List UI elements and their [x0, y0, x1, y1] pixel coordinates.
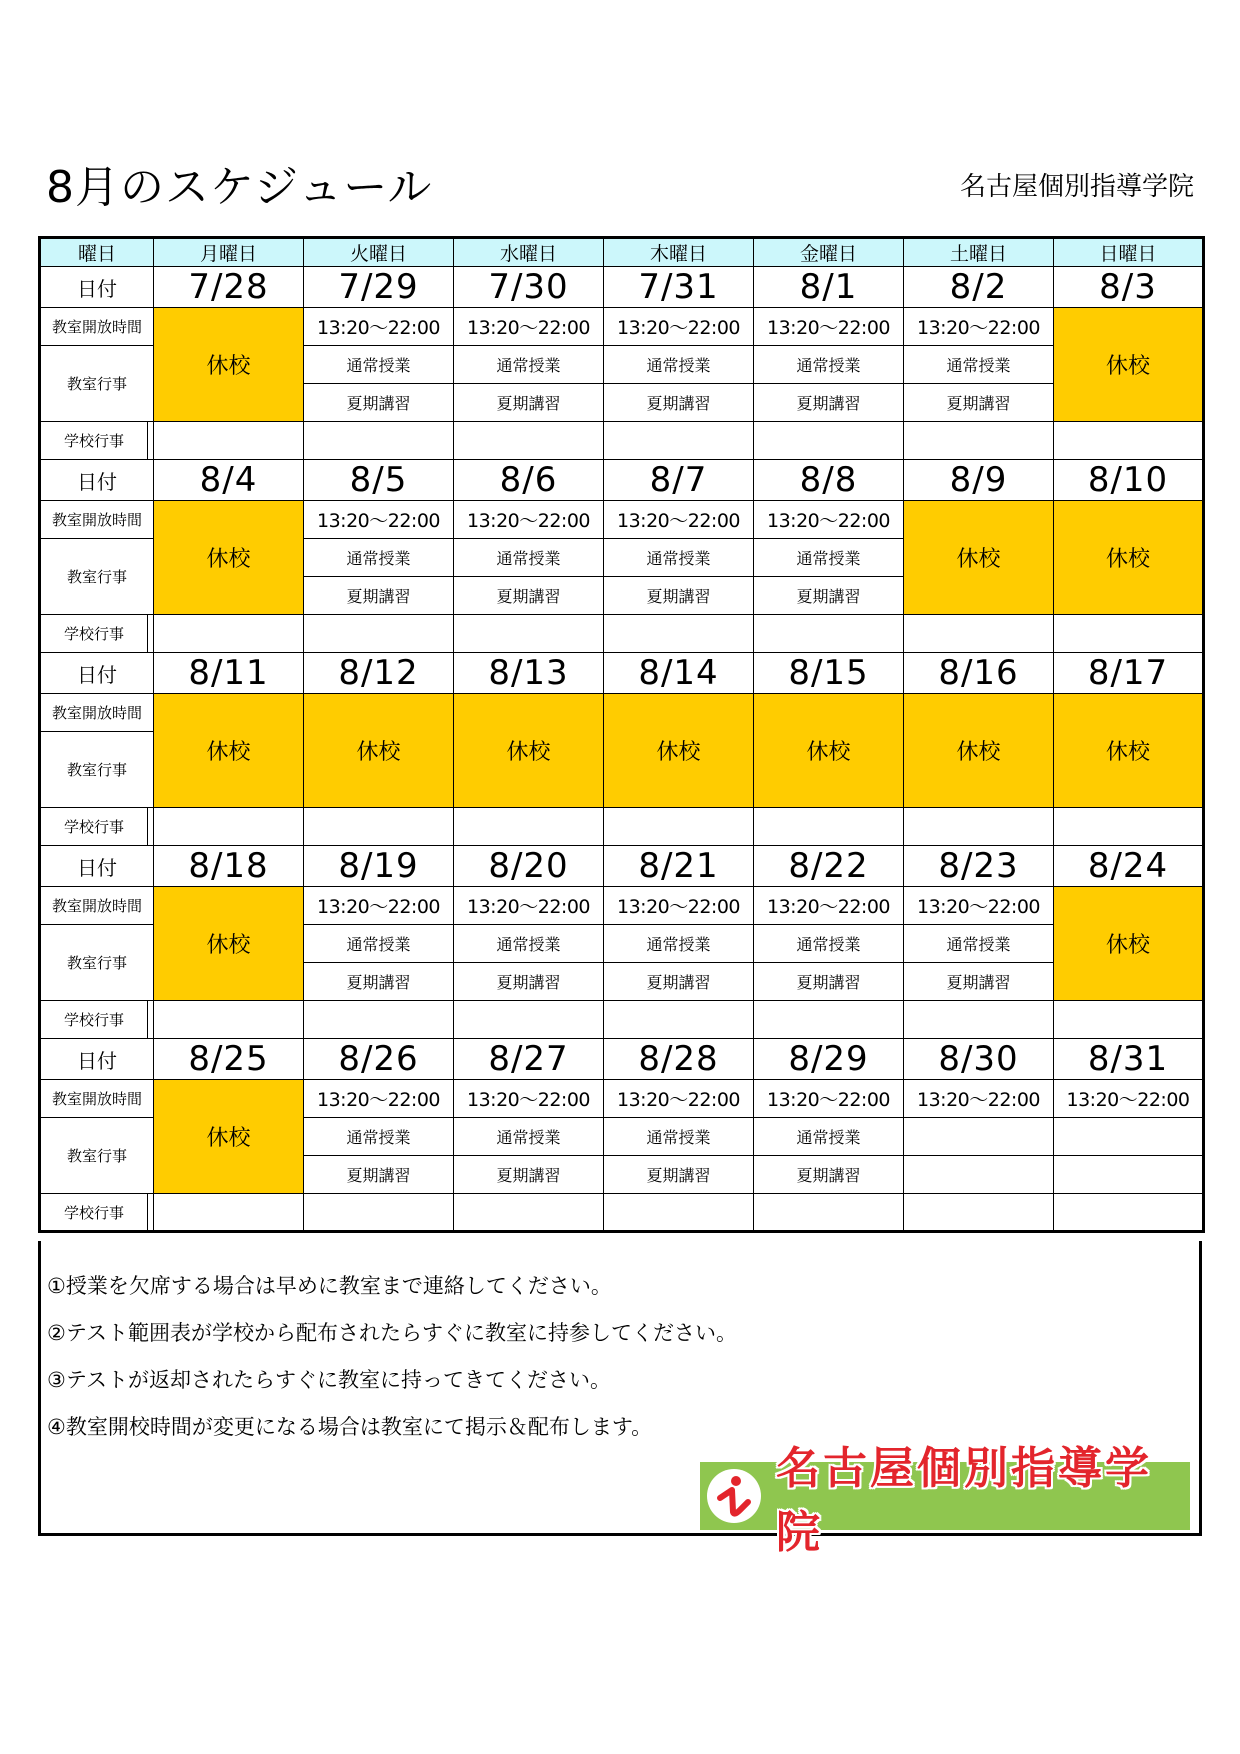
date-cell: 8/13: [454, 653, 604, 694]
summer-course-cell: 夏期講習: [304, 963, 454, 1001]
summer-course-cell: 夏期講習: [304, 384, 454, 422]
date-cell: 8/22: [754, 846, 904, 887]
event-empty-cell: [904, 1156, 1054, 1194]
date-cell: 8/15: [754, 653, 904, 694]
closed-cell: 休校: [154, 694, 304, 808]
open-hours-label: 教室開放時間: [40, 1080, 154, 1118]
event-label: 教室行事: [40, 732, 154, 808]
weekday-sat: 土曜日: [904, 238, 1054, 267]
date-cell: 8/1: [754, 267, 904, 308]
date-label: 日付: [40, 846, 154, 887]
school-event-label: 学校行事: [40, 1001, 148, 1039]
school-event-cell: [604, 422, 754, 460]
closed-cell: 休校: [154, 1080, 304, 1194]
school-event-row: [40, 1001, 1204, 1039]
regular-class-cell: 通常授業: [604, 539, 754, 577]
date-label: 日付: [40, 460, 154, 501]
date-cell: 7/30: [454, 267, 604, 308]
date-cell: 8/27: [454, 1039, 604, 1080]
closed-cell: 休校: [154, 887, 304, 1001]
summer-course-cell: 夏期講習: [604, 1156, 754, 1194]
date-cell: 8/6: [454, 460, 604, 501]
open-hours-cell: 13:20〜22:00: [304, 1080, 454, 1118]
school-event-cell: [154, 422, 304, 460]
regular-class-cell: 通常授業: [454, 346, 604, 384]
date-cell: 8/29: [754, 1039, 904, 1080]
note-4: ④教室開校時間が変更になる場合は教室にて掲示＆配布します。: [47, 1415, 653, 1439]
summer-course-cell: 夏期講習: [904, 963, 1054, 1001]
regular-class-cell: 通常授業: [604, 346, 754, 384]
note-1: ①授業を欠席する場合は早めに教室まで連絡してください。: [47, 1274, 612, 1298]
open-hours-row: [40, 501, 1204, 539]
date-cell: 8/16: [904, 653, 1054, 694]
date-cell: 8/30: [904, 1039, 1054, 1080]
school-event-cell: [304, 422, 454, 460]
school-event-label: 学校行事: [40, 808, 148, 846]
open-hours-cell: 13:20〜22:00: [304, 308, 454, 346]
weekday-sun: 日曜日: [1054, 238, 1204, 267]
school-event-cell: [604, 1001, 754, 1039]
open-hours-cell: 13:20〜22:00: [454, 1080, 604, 1118]
date-row: [40, 653, 1204, 694]
weekday-thu: 木曜日: [604, 238, 754, 267]
regular-class-cell: 通常授業: [754, 925, 904, 963]
school-event-cell: [304, 1001, 454, 1039]
closed-cell: 休校: [154, 308, 304, 422]
open-hours-row: [40, 308, 1204, 346]
date-cell: 8/7: [604, 460, 754, 501]
date-cell: 8/17: [1054, 653, 1204, 694]
open-hours-cell: 13:20〜22:00: [904, 887, 1054, 925]
open-hours-cell: 13:20〜22:00: [454, 308, 604, 346]
date-cell: 7/28: [154, 267, 304, 308]
open-hours-cell: 13:20〜22:00: [904, 1080, 1054, 1118]
event-empty-cell: [1054, 1156, 1204, 1194]
school-event-cell: [604, 615, 754, 653]
schedule-table: [38, 236, 1205, 1233]
summer-course-cell: 夏期講習: [604, 384, 754, 422]
closed-cell: 休校: [1054, 308, 1204, 422]
date-cell: 7/31: [604, 267, 754, 308]
date-cell: 8/31: [1054, 1039, 1204, 1080]
open-hours-label: 教室開放時間: [40, 887, 154, 925]
schedule-body: [40, 238, 1204, 1232]
closed-cell: 休校: [904, 694, 1054, 808]
school-event-label: 学校行事: [40, 422, 148, 460]
regular-class-cell: 通常授業: [604, 925, 754, 963]
open-hours-cell: 13:20〜22:00: [1054, 1080, 1204, 1118]
open-hours-row: [40, 887, 1204, 925]
school-event-cell: [754, 615, 904, 653]
school-event-cell: [1054, 1001, 1204, 1039]
regular-class-cell: 通常授業: [304, 1118, 454, 1156]
open-hours-label: 教室開放時間: [40, 308, 154, 346]
date-cell: 8/8: [754, 460, 904, 501]
open-hours-cell: 13:20〜22:00: [604, 501, 754, 539]
weekday-tue: 火曜日: [304, 238, 454, 267]
school-event-cell: [604, 808, 754, 846]
school-event-cell: [1054, 615, 1204, 653]
open-hours-cell: 13:20〜22:00: [604, 1080, 754, 1118]
school-event-cell: [154, 615, 304, 653]
summer-course-cell: 夏期講習: [754, 963, 904, 1001]
summer-course-cell: 夏期講習: [754, 577, 904, 615]
regular-class-cell: 通常授業: [754, 1118, 904, 1156]
date-cell: 8/21: [604, 846, 754, 887]
school-event-cell: [454, 1194, 604, 1232]
school-event-cell: [1054, 422, 1204, 460]
open-hours-row: [40, 1080, 1204, 1118]
dow-label: 曜日: [40, 238, 154, 267]
date-cell: 8/19: [304, 846, 454, 887]
open-hours-cell: 13:20〜22:00: [454, 887, 604, 925]
summer-course-cell: 夏期講習: [454, 1156, 604, 1194]
logo-text: 名古屋個別指導学院: [776, 1443, 1152, 1558]
school-name: 名古屋個別指導学院: [959, 172, 1194, 202]
open-hours-row: [40, 694, 1204, 732]
event-label: 教室行事: [40, 346, 154, 422]
open-hours-cell: 13:20〜22:00: [454, 501, 604, 539]
weekday-mon: 月曜日: [154, 238, 304, 267]
date-cell: 8/11: [154, 653, 304, 694]
date-cell: 8/20: [454, 846, 604, 887]
school-event-row: [40, 808, 1204, 846]
school-event-cell: [754, 1194, 904, 1232]
regular-class-cell: 通常授業: [904, 925, 1054, 963]
event-label: 教室行事: [40, 1118, 154, 1194]
school-event-cell: [454, 808, 604, 846]
school-event-cell: [1054, 808, 1204, 846]
closed-cell: 休校: [1054, 694, 1204, 808]
summer-course-cell: 夏期講習: [604, 577, 754, 615]
weekday-header-row: [40, 238, 1204, 267]
open-hours-cell: 13:20〜22:00: [754, 308, 904, 346]
school-logo: [700, 1443, 1190, 1558]
school-event-cell: [304, 808, 454, 846]
date-cell: 8/18: [154, 846, 304, 887]
page-title: 8月のスケジュール: [46, 162, 433, 213]
regular-class-cell: 通常授業: [454, 1118, 604, 1156]
weekday-wed: 水曜日: [454, 238, 604, 267]
logo-mark-icon: [702, 1464, 766, 1528]
summer-course-cell: 夏期講習: [454, 384, 604, 422]
date-cell: 8/26: [304, 1039, 454, 1080]
date-cell: 7/29: [304, 267, 454, 308]
open-hours-label: 教室開放時間: [40, 694, 154, 732]
school-event-cell: [154, 1194, 304, 1232]
event-label: 教室行事: [40, 539, 154, 615]
school-event-cell: [904, 615, 1054, 653]
school-event-cell: [904, 1001, 1054, 1039]
note-2: ②テスト範囲表が学校から配布されたらすぐに教室に持参してください。: [47, 1321, 737, 1345]
school-event-cell: [1054, 1194, 1204, 1232]
date-label: 日付: [40, 267, 154, 308]
date-cell: 8/14: [604, 653, 754, 694]
date-cell: 8/25: [154, 1039, 304, 1080]
open-hours-cell: 13:20〜22:00: [604, 308, 754, 346]
open-hours-cell: 13:20〜22:00: [304, 501, 454, 539]
date-row: [40, 460, 1204, 501]
school-event-row: [40, 1194, 1204, 1232]
school-event-cell: [604, 1194, 754, 1232]
closed-cell: 休校: [304, 694, 454, 808]
school-event-cell: [454, 1001, 604, 1039]
date-cell: 8/3: [1054, 267, 1204, 308]
regular-class-cell: 通常授業: [904, 346, 1054, 384]
school-event-row: [40, 615, 1204, 653]
open-hours-cell: 13:20〜22:00: [604, 887, 754, 925]
closed-cell: 休校: [154, 501, 304, 615]
date-cell: 8/4: [154, 460, 304, 501]
regular-class-cell: 通常授業: [454, 925, 604, 963]
school-event-cell: [754, 422, 904, 460]
date-cell: 8/28: [604, 1039, 754, 1080]
regular-class-cell: 通常授業: [754, 539, 904, 577]
school-event-cell: [154, 1001, 304, 1039]
school-event-cell: [754, 1001, 904, 1039]
date-cell: 8/5: [304, 460, 454, 501]
school-event-cell: [904, 1194, 1054, 1232]
date-label: 日付: [40, 653, 154, 694]
school-event-row: [40, 422, 1204, 460]
date-cell: 8/9: [904, 460, 1054, 501]
school-event-cell: [304, 1194, 454, 1232]
regular-class-cell: 通常授業: [754, 346, 904, 384]
school-event-cell: [904, 422, 1054, 460]
event-empty-cell: [904, 1118, 1054, 1156]
school-event-cell: [454, 615, 604, 653]
closed-cell: 休校: [604, 694, 754, 808]
event-empty-cell: [1054, 1118, 1204, 1156]
open-hours-cell: 13:20〜22:00: [754, 887, 904, 925]
closed-cell: 休校: [454, 694, 604, 808]
open-hours-label: 教室開放時間: [40, 501, 154, 539]
date-row: [40, 846, 1204, 887]
school-event-cell: [304, 615, 454, 653]
summer-course-cell: 夏期講習: [754, 384, 904, 422]
event-label: 教室行事: [40, 925, 154, 1001]
closed-cell: 休校: [754, 694, 904, 808]
summer-course-cell: 夏期講習: [304, 1156, 454, 1194]
regular-class-cell: 通常授業: [304, 346, 454, 384]
regular-class-cell: 通常授業: [604, 1118, 754, 1156]
regular-class-cell: 通常授業: [454, 539, 604, 577]
date-cell: 8/23: [904, 846, 1054, 887]
regular-class-cell: 通常授業: [304, 539, 454, 577]
date-cell: 8/24: [1054, 846, 1204, 887]
weekday-fri: 金曜日: [754, 238, 904, 267]
open-hours-cell: 13:20〜22:00: [304, 887, 454, 925]
closed-cell: 休校: [1054, 887, 1204, 1001]
closed-cell: 休校: [1054, 501, 1204, 615]
date-cell: 8/10: [1054, 460, 1204, 501]
summer-course-cell: 夏期講習: [454, 577, 604, 615]
date-row: [40, 267, 1204, 308]
open-hours-cell: 13:20〜22:00: [754, 1080, 904, 1118]
open-hours-cell: 13:20〜22:00: [754, 501, 904, 539]
date-cell: 8/2: [904, 267, 1054, 308]
date-label: 日付: [40, 1039, 154, 1080]
school-event-cell: [904, 808, 1054, 846]
date-row: [40, 1039, 1204, 1080]
note-3: ③テストが返却されたらすぐに教室に持ってきてください。: [47, 1368, 611, 1392]
open-hours-cell: 13:20〜22:00: [904, 308, 1054, 346]
school-event-cell: [154, 808, 304, 846]
school-event-label: 学校行事: [40, 615, 148, 653]
summer-course-cell: 夏期講習: [904, 384, 1054, 422]
summer-course-cell: 夏期講習: [604, 963, 754, 1001]
school-event-cell: [454, 422, 604, 460]
summer-course-cell: 夏期講習: [454, 963, 604, 1001]
date-cell: 8/12: [304, 653, 454, 694]
summer-course-cell: 夏期講習: [304, 577, 454, 615]
school-event-label: 学校行事: [40, 1194, 148, 1232]
school-event-cell: [754, 808, 904, 846]
summer-course-cell: 夏期講習: [754, 1156, 904, 1194]
closed-cell: 休校: [904, 501, 1054, 615]
regular-class-cell: 通常授業: [304, 925, 454, 963]
